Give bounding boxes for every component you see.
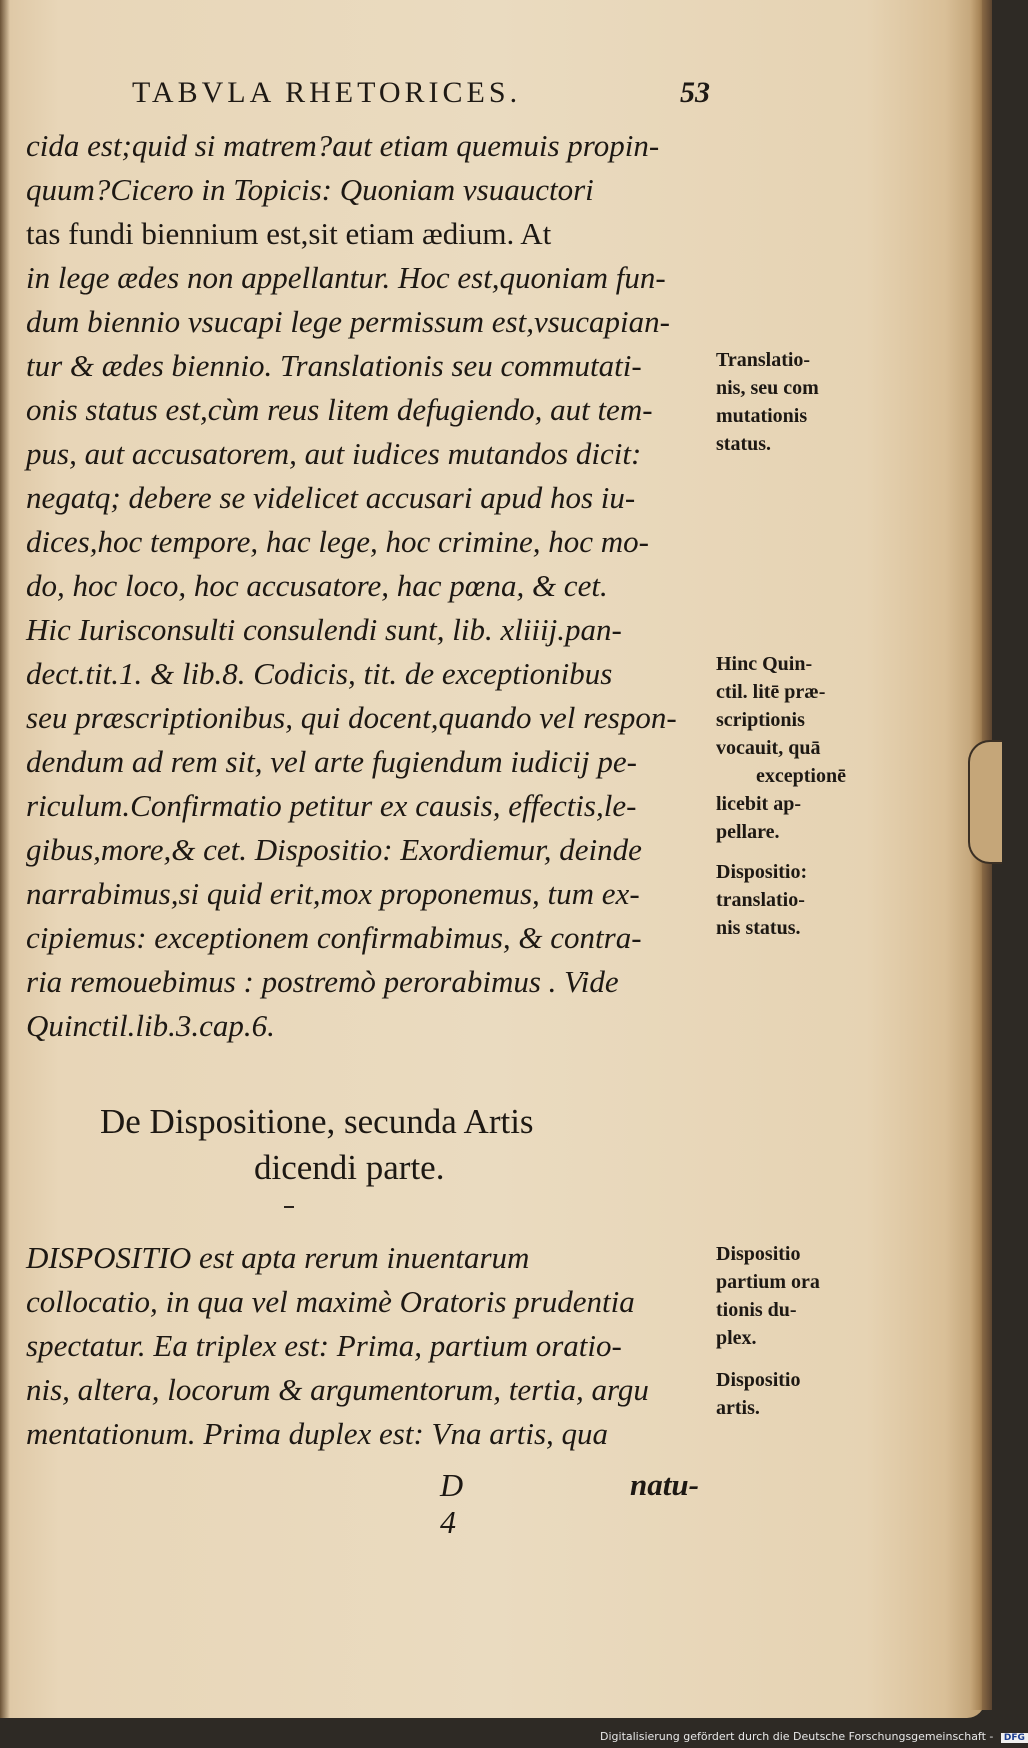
ornament-dash [284,1206,294,1208]
margin-note: mutationis [716,405,808,427]
margin-note: ctil. litē præ- [716,681,826,703]
body-line: pus, aut accusatorem, aut iudices mutandos dicit: [26,436,642,471]
section-line: mentationum. Prima duplex est: Vna artis, qua [26,1416,609,1451]
body-line: tas fundi biennium est,sit etiam ædium. At [26,216,552,251]
margin-note: Dispositio [716,1369,801,1391]
body-line: narrabimus,si quid erit,mox proponemus, tum ex- [26,876,640,911]
margin-note: status. [716,433,772,455]
body-line: onis status est,cùm reus litem defugiendo, aut tem- [26,392,653,427]
body-line: do, hoc loco, hoc accusatore, hac pœna, & cet. [26,568,608,603]
body-line: seu præscriptionibus, qui docent,quando vel respon- [26,700,677,735]
body-line: Hic Iurisconsulti consulendi sunt, lib. xliiij.pan- [26,612,622,647]
credit-text: Digitalisierung gefördert durch die Deutsche Forschungsgemeinschaft - [600,1730,994,1743]
margin-note: Dispositio [716,1243,801,1265]
body-line: cida est;quid si matrem?aut etiam quemuis propin- [26,128,660,163]
section-line: nis, altera, locorum & argumentorum, tertia, argu [26,1372,649,1407]
margin-note: scriptionis [716,709,805,731]
body-line: dendum ad rem sit, vel arte fugiendum iudicij pe- [26,744,637,779]
body-line: quum?Cicero in Topicis: Quoniam vsuauctori [26,172,594,207]
margin-note: plex. [716,1327,757,1349]
body-line: negatq; debere se videlicet accusari apud hos iu- [26,480,636,515]
body-line: tur & ædes biennio. Translationis seu commutati- [26,348,642,383]
dfg-logo: DFG [1001,1733,1028,1743]
margin-note: exceptionē [756,765,846,787]
body-line: in lege ædes non appellantur. Hoc est,quoniam fun- [26,260,666,295]
margin-note: pellare. [716,821,780,843]
gutter-shadow [0,0,10,1718]
body-line: ria remouebimus : postremò perorabimus . Vide [26,964,619,999]
body-line: dum biennio vsucapi lege permissum est,vsucapian- [26,304,670,339]
section-line: DISPOSITIO est apta rerum inuentarum [26,1240,530,1275]
margin-note: partium ora [716,1271,820,1293]
catchword: natu- [630,1467,699,1502]
body-line: riculum.Confirmatio petitur ex causis, effectis,le- [26,788,637,823]
body-line: dices,hoc tempore, hac lege, hoc crimine, hoc mo- [26,524,649,559]
digitization-credit [600,1730,1025,1746]
body-line: cipiemus: exceptionem confirmabimus, & contra- [26,920,642,955]
margin-note: vocauit, quā [716,737,821,759]
body-line: gibus,more,& cet. Dispositio: Exordiemur, deinde [26,832,642,867]
section-heading: De Dispositione, secunda Artis [100,1102,534,1141]
margin-note: Dispositio: [716,861,808,883]
section-heading-line2: dicendi parte. [254,1148,445,1187]
section-line: collocatio, in qua vel maximè Oratoris prudentia [26,1284,635,1319]
margin-note: licebit ap- [716,793,801,815]
page-number: 53 [680,76,710,109]
running-head: TABVLA RHETORICES. [132,76,522,109]
section-line: spectatur. Ea triplex est: Prima, partium oratio- [26,1328,622,1363]
margin-note: Translatio- [716,349,811,371]
margin-note: nis status. [716,917,801,939]
signature-mark: D 4 [440,1467,478,1540]
margin-note: nis, seu com [716,377,819,399]
body-line: Quinctil.lib.3.cap.6. [26,1008,275,1043]
margin-note: artis. [716,1397,760,1419]
margin-note: translatio- [716,889,805,911]
margin-note: tionis du- [716,1299,797,1321]
margin-note: Hinc Quin- [716,653,813,675]
body-line: dect.tit.1. & lib.8. Codicis, tit. de exceptionibus [26,656,613,691]
page-clip [968,740,1002,864]
